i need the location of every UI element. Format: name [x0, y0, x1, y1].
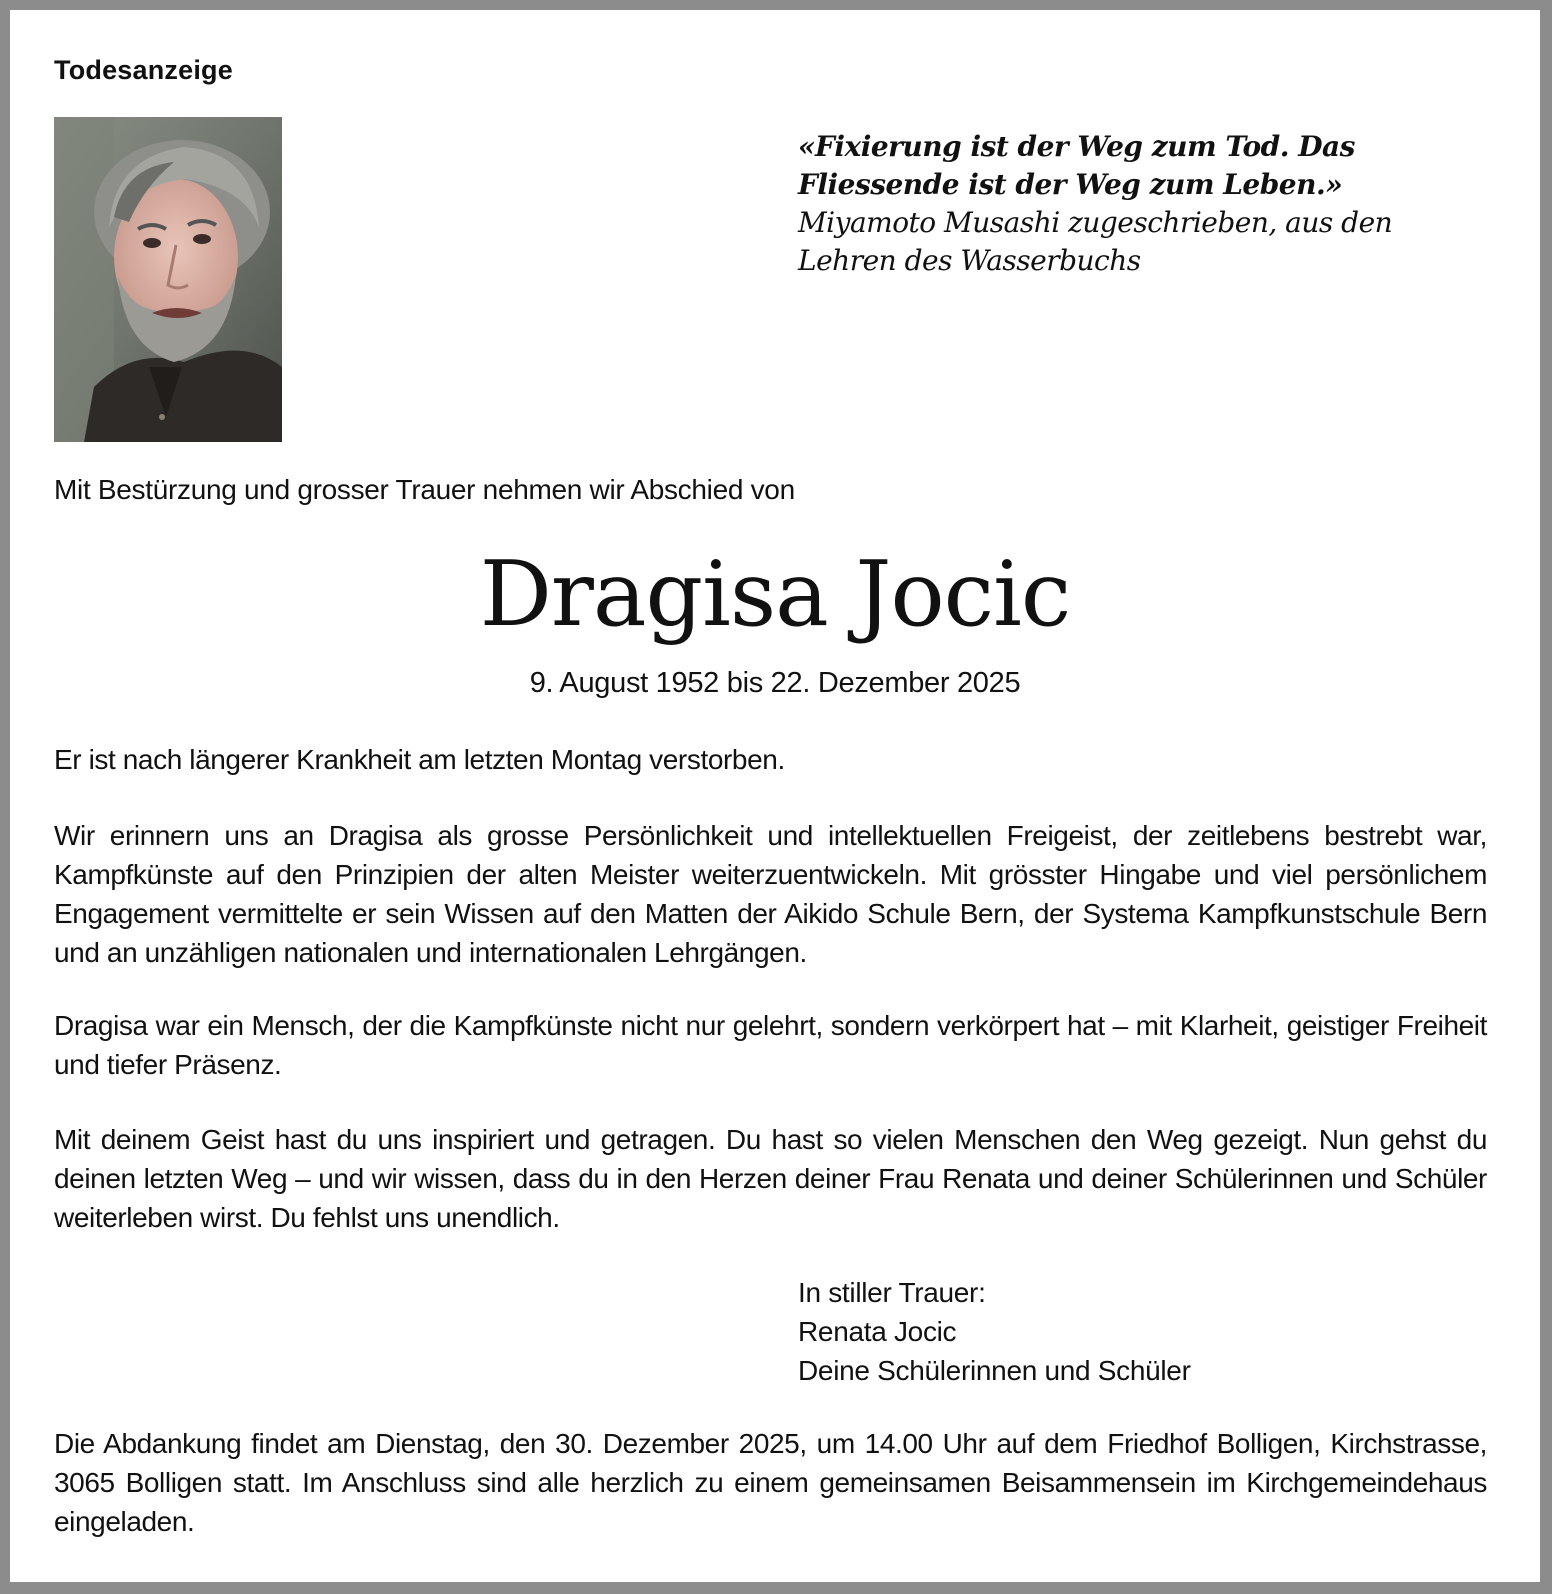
mourners-block	[798, 1273, 1191, 1390]
ceremony-info: Die Abdankung findet am Dienstag, den 30. Dezember 2025, um 14.00 Uhr auf dem Friedhof Bolligen, Kirchstrasse, 3065 Bolligen statt. Im Anschluss sind alle herzlich zu einem gemeinsamen Beisammensein im Kirchgemeindehaus eingeladen.	[54, 1428, 1487, 1537]
portrait-photo	[54, 117, 282, 442]
mourner-name: Renata Jocic	[798, 1316, 957, 1347]
paragraph-character: Dragisa war ein Mensch, der die Kampfkünste nicht nur gelehrt, sondern verkörpert hat – mit Klarheit, geistiger Freiheit und tiefer Präsenz.	[54, 1010, 1487, 1080]
intro-text: Mit Bestürzung und grosser Trauer nehmen wir Abschied von	[54, 474, 795, 505]
life-dates: 9. August 1952 bis 22. Dezember 2025	[529, 667, 1021, 699]
mourner-name: Deine Schülerinnen und Schüler	[798, 1355, 1191, 1386]
quote-block	[798, 128, 1478, 280]
notice-label: Todesanzeige	[54, 55, 233, 85]
quote-attribution: Miyamoto Musashi zugeschrieben, aus den Lehren des Wasserbuchs	[798, 206, 1393, 277]
paragraph-remembrance: Wir erinnern uns an Dragisa als grosse Persönlichkeit und intellektuellen Freigeist, der zeitlebens bestrebt war, Kampfkünste auf den Prinzipien der alten Meister weiterzuentwickeln. Mit grösster Hingabe und viel persönlichem Engagement vermittelte er sein Wissen auf den Matten der Aikido Schule Bern, der Systema Kampfkunstschule Bern und an unzähligen nationalen und internationalen Lehrgängen.	[54, 820, 1487, 968]
deceased-name: Dragisa Jocic	[479, 542, 1071, 647]
mourners-heading: In stiller Trauer:	[798, 1277, 986, 1308]
portrait-illustration	[54, 117, 282, 442]
quote-text: «Fixierung ist der Weg zum Tod. Das Fliessende ist der Weg zum Leben.»	[798, 130, 1355, 201]
obituary-page	[10, 10, 1540, 1582]
paragraph-illness: Er ist nach längerer Krankheit am letzten Montag verstorben.	[54, 744, 785, 775]
paragraph-farewell: Mit deinem Geist hast du uns inspiriert und getragen. Du hast so vielen Menschen den Weg gezeigt. Nun gehst du deinen letzten Weg – und wir wissen, dass du in den Herzen deiner Frau Renata und deiner Schülerinnen und Schüler weiterleben wirst. Du fehlst uns unendlich.	[54, 1124, 1487, 1233]
